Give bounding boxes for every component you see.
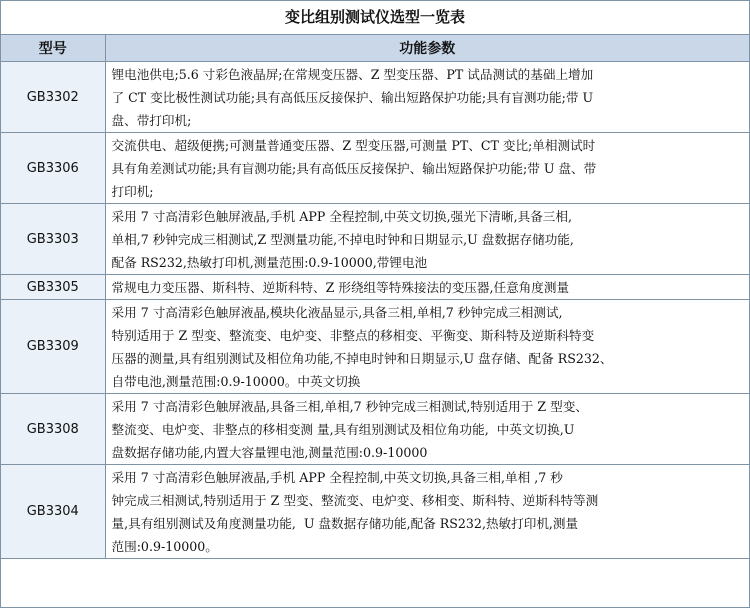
features-line: 了 CT 变比极性测试功能;具有高低压反接保护、输出短路保护功能;具有盲测功能;带 U	[111, 90, 594, 105]
features-line: 具有角差测试功能;具有盲测功能;具有高低压反接保护、输出短路保护功能;带 U 盘、带	[111, 161, 597, 176]
table-title: 变比组别测试仪选型一览表	[1, 1, 749, 35]
model-cell: GB3309	[1, 300, 105, 394]
features-line: 特别适用于 Z 型变、整流变、电炉变、非整点的移相变、平衡变、斯科特及逆斯科特变	[111, 328, 595, 343]
model-cell: GB3308	[1, 394, 105, 465]
features-cell	[105, 300, 749, 394]
features-line: 交流供电、超级便携;可测量普通变压器、Z 型变压器,可测量 PT、CT 变比;单相测试时	[111, 138, 596, 153]
header-model: 型号	[1, 35, 105, 62]
model-cell: GB3306	[1, 133, 105, 204]
features-line: 整流变、电炉变、非整点的移相变测 量,具有组别测试及相位角功能, 中英文切换,U	[111, 422, 575, 437]
features-cell	[105, 275, 749, 300]
selection-table	[1, 35, 749, 559]
table-row	[1, 300, 749, 394]
table-row	[1, 204, 749, 275]
features-line: 自带电池,测量范围:0.9-10000。中英文切换	[111, 374, 361, 389]
features-line: 单相,7 秒钟完成三相测试,Z 型测量功能,不掉电时钟和日期显示,U 盘数据存储功能,	[111, 232, 574, 247]
table-row	[1, 133, 749, 204]
model-cell: GB3302	[1, 62, 105, 133]
features-line: 采用 7 寸高清彩色触屏液晶,具备三相,单相,7 秒钟完成三相测试,特别适用于 Z 型变、	[111, 399, 588, 414]
table-row	[1, 465, 749, 559]
features-cell	[105, 465, 749, 559]
header-row	[1, 35, 749, 62]
features-cell	[105, 133, 749, 204]
features-cell	[105, 62, 749, 133]
table-row	[1, 275, 749, 300]
features-line: 常规电力变压器、斯科特、逆斯科特、Z 形绕组等特殊接法的变压器,任意角度测量	[111, 280, 570, 295]
model-cell: GB3304	[1, 465, 105, 559]
features-cell	[105, 204, 749, 275]
features-line: 压器的测量,具有组别测试及相位角功能,不掉电时钟和日期显示,U 盘存储、配备 RS232、	[111, 351, 613, 366]
features-line: 钟完成三相测试,特别适用于 Z 型变、整流变、电炉变、移相变、斯科特、逆斯科特等测	[111, 493, 599, 508]
features-line: 配备 RS232,热敏打印机,测量范围:0.9-10000,带锂电池	[111, 255, 428, 270]
features-line: 采用 7 寸高清彩色触屏液晶,模块化液晶显示,具备三相,单相,7 秒钟完成三相测试,	[111, 305, 563, 320]
features-line: 盘、带打印机;	[111, 113, 192, 128]
features-line: 锂电池供电;5.6 寸彩色液晶屏;在常规变压器、Z 型变压器、PT 试品测试的基础上增加	[111, 67, 594, 82]
features-line: 打印机;	[111, 184, 154, 199]
features-line: 采用 7 寸高清彩色触屏液晶,手机 APP 全程控制,中英文切换,具备三相,单相 ,7 秒	[111, 470, 563, 485]
model-cell: GB3305	[1, 275, 105, 300]
features-line: 量,具有组别测试及角度测量功能, U 盘数据存储功能,配备 RS232,热敏打印机,测量	[111, 516, 579, 531]
model-cell: GB3303	[1, 204, 105, 275]
features-line: 盘数据存储功能,内置大容量锂电池,测量范围:0.9-10000	[111, 445, 428, 460]
table-row	[1, 394, 749, 465]
features-line: 采用 7 寸高清彩色触屏液晶,手机 APP 全程控制,中英文切换,强光下清晰,具备三相,	[111, 209, 572, 224]
header-features: 功能参数	[105, 35, 749, 62]
features-line: 范围:0.9-10000。	[111, 539, 218, 554]
features-cell	[105, 394, 749, 465]
table-row	[1, 62, 749, 133]
